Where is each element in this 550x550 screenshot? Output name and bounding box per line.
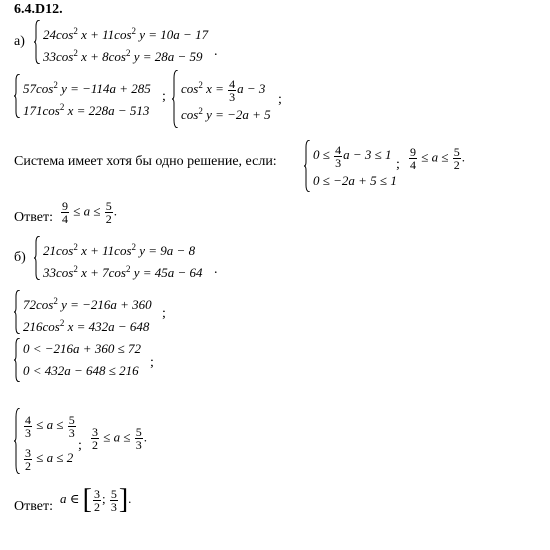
part-b-answer-label: Ответ: bbox=[14, 499, 53, 514]
part-a-label: а) bbox=[14, 34, 25, 49]
part-b-sep: ; bbox=[78, 438, 82, 453]
part-a-system-2: $57\cos^2$ y = −114a + 285 $171\cos^2$ x = 228a − 513 bbox=[14, 74, 151, 118]
part-a-sys3-line2: $\cos^2 y = -2a + 5$ bbox=[181, 106, 271, 122]
part-a-system-3: $\cos^2 x$ = $\frac{4}{3}$ a − 3 $\cos^2 y = -2a + 5$ bbox=[172, 70, 271, 128]
part-a-system-1: $24\cos^2$ $x + 11\cos^2$ y = 10a − 17 $33\cos^2$ $x + 8\cos^2$ y = 28a − 59 bbox=[34, 20, 208, 64]
brace-icon bbox=[34, 236, 40, 280]
part-b-system-3 bbox=[14, 338, 141, 382]
part-a-sep3: ; bbox=[396, 157, 400, 172]
part-b-label: б) bbox=[14, 250, 26, 265]
brace-icon bbox=[304, 140, 310, 192]
part-a-sep2: ; bbox=[278, 92, 282, 107]
brace-icon bbox=[14, 338, 20, 382]
part-b-answer: a ∈ [ $\frac{3}{2}$ ; $\frac{5}{3}$ ]. bbox=[60, 484, 132, 515]
part-b-sys1-tail: . bbox=[214, 262, 218, 277]
part-a-condition-system: 0 ≤ $\frac{4}{3}$ a − 3 ≤ 1 0 ≤ −2a + 5 ≤ 1 bbox=[304, 140, 397, 192]
part-b-system-4: $\frac{4}{3}$ ≤ a ≤ $\frac{5}{3}$ $\frac{3}{2}$ ≤ a ≤ 2 bbox=[14, 408, 77, 474]
part-a-sys1-tail: . bbox=[214, 44, 218, 59]
part-b-sys3-tail: ; bbox=[150, 355, 154, 370]
part-b-system-2: $72\cos^2$ y = −216a + 360 $216\cos^2$ x = 432a − 648 bbox=[14, 290, 152, 334]
brace-icon bbox=[14, 408, 20, 474]
condition-text: Система имеет хотя бы одно решение, если: bbox=[14, 154, 277, 169]
part-a-answer-label: Ответ: bbox=[14, 210, 53, 225]
brace-icon bbox=[172, 70, 178, 128]
problem-title: 6.4.D12. bbox=[14, 2, 63, 17]
part-a-answer: $\frac{9}{4}$ ≤ a ≤ $\frac{5}{2}$ . bbox=[62, 199, 118, 226]
part-b-system-result: $\frac{3}{2}$ ≤ a ≤ $\frac{5}{3}$ . bbox=[92, 425, 148, 452]
part-a-sep1: ; bbox=[162, 89, 166, 104]
part-b-sys3-line2: 0 < 432a − 648 ≤ 216 bbox=[23, 363, 139, 378]
brace-icon bbox=[34, 20, 40, 64]
part-b-sys3-line1: 0 < −216a + 360 ≤ 72 bbox=[23, 341, 141, 356]
part-a-condition-result: $\frac{9}{4}$ ≤ a ≤ $\frac{5}{2}$ . bbox=[410, 145, 466, 172]
brace-icon bbox=[14, 74, 20, 118]
brace-icon bbox=[14, 290, 20, 334]
part-b-sys2-tail: ; bbox=[162, 306, 166, 321]
part-b-system-1: $21\cos^2$ $x + 11\cos^2$ y = 9a − 8 $33\cos^2$ $x + 7\cos^2$ y = 45a − 64 bbox=[34, 236, 203, 280]
